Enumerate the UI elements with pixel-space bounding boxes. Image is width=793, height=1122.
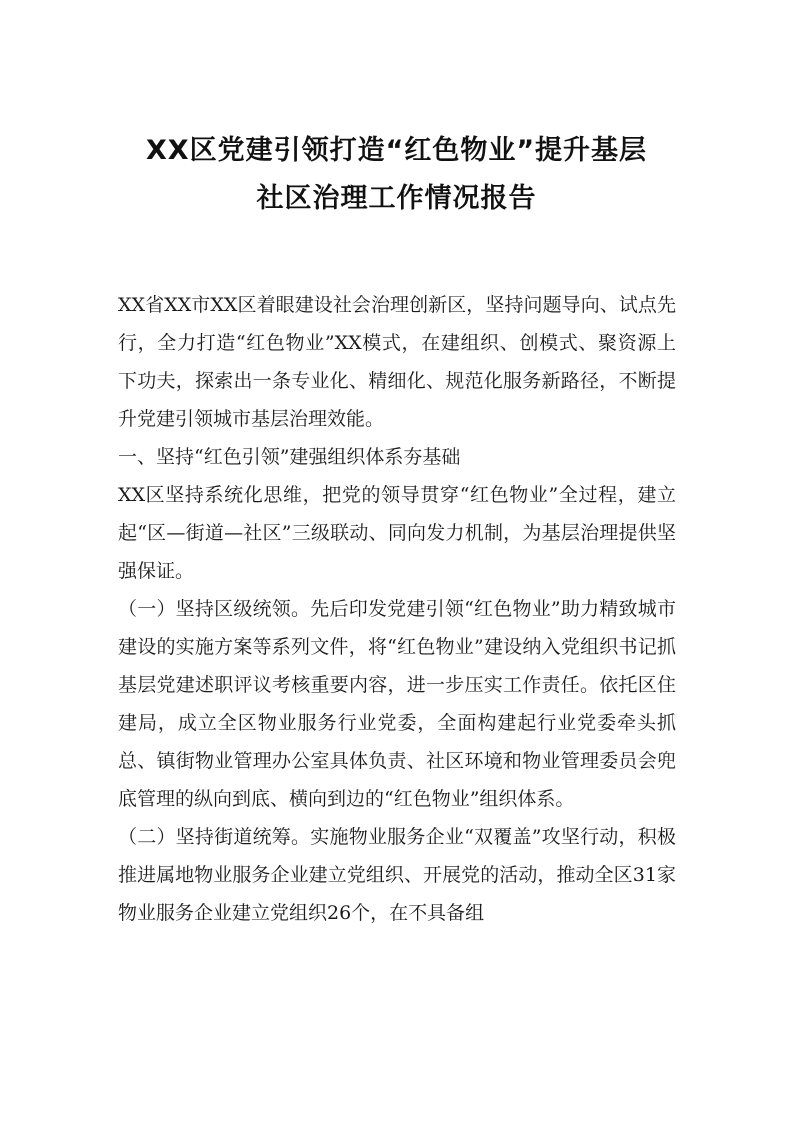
document-title-line-1: XX区党建引领打造“红色物业”提升基层	[145, 135, 648, 166]
section-1-paragraph: XX区坚持系统化思维，把党的领导贯穿“红色物业”全过程，建立起“区—街道—社区”三级联动、同向发力机制，为基层治理提供坚强保证。	[118, 484, 676, 582]
subsection-2-paragraph: （二）坚持街道统筹。实施物业服务企业“双覆盖”攻坚行动，积极推进属地物业服务企业建立党组织、开展党的活动，推动全区31家物业服务企业建立党组织26个，在不具备组	[118, 826, 676, 924]
section-heading-1: 一、坚持“红色引领”建强组织体系夯基础	[118, 446, 461, 468]
document-title-line-2: 社区治理工作情况报告	[256, 183, 537, 214]
subsection-1-paragraph: （一）坚持区级统领。先后印发党建引领“红色物业”助力精致城市建设的实施方案等系列文件，将“红色物业”建设纳入党组织书记抓基层党建述职评议考核重要内容，进一步压实工作责任。依托区住建局，成立全区物业服务行业党委，全面构建起行业党委牵头抓总、镇街物业管理办公室具体负责、社区环境和物业管理委员会兜底管理的纵向到底、横向到边的“红色物业”组织体系。	[118, 598, 676, 810]
document-body	[118, 286, 676, 932]
intro-paragraph: XX省XX市XX区着眼建设社会治理创新区，坚持问题导向、试点先行，全力打造“红色物业”XX模式，在建组织、创模式、聚资源上下功夫，探索出一条专业化、精细化、规范化服务新路径，不断提升党建引领城市基层治理效能。	[118, 294, 676, 430]
